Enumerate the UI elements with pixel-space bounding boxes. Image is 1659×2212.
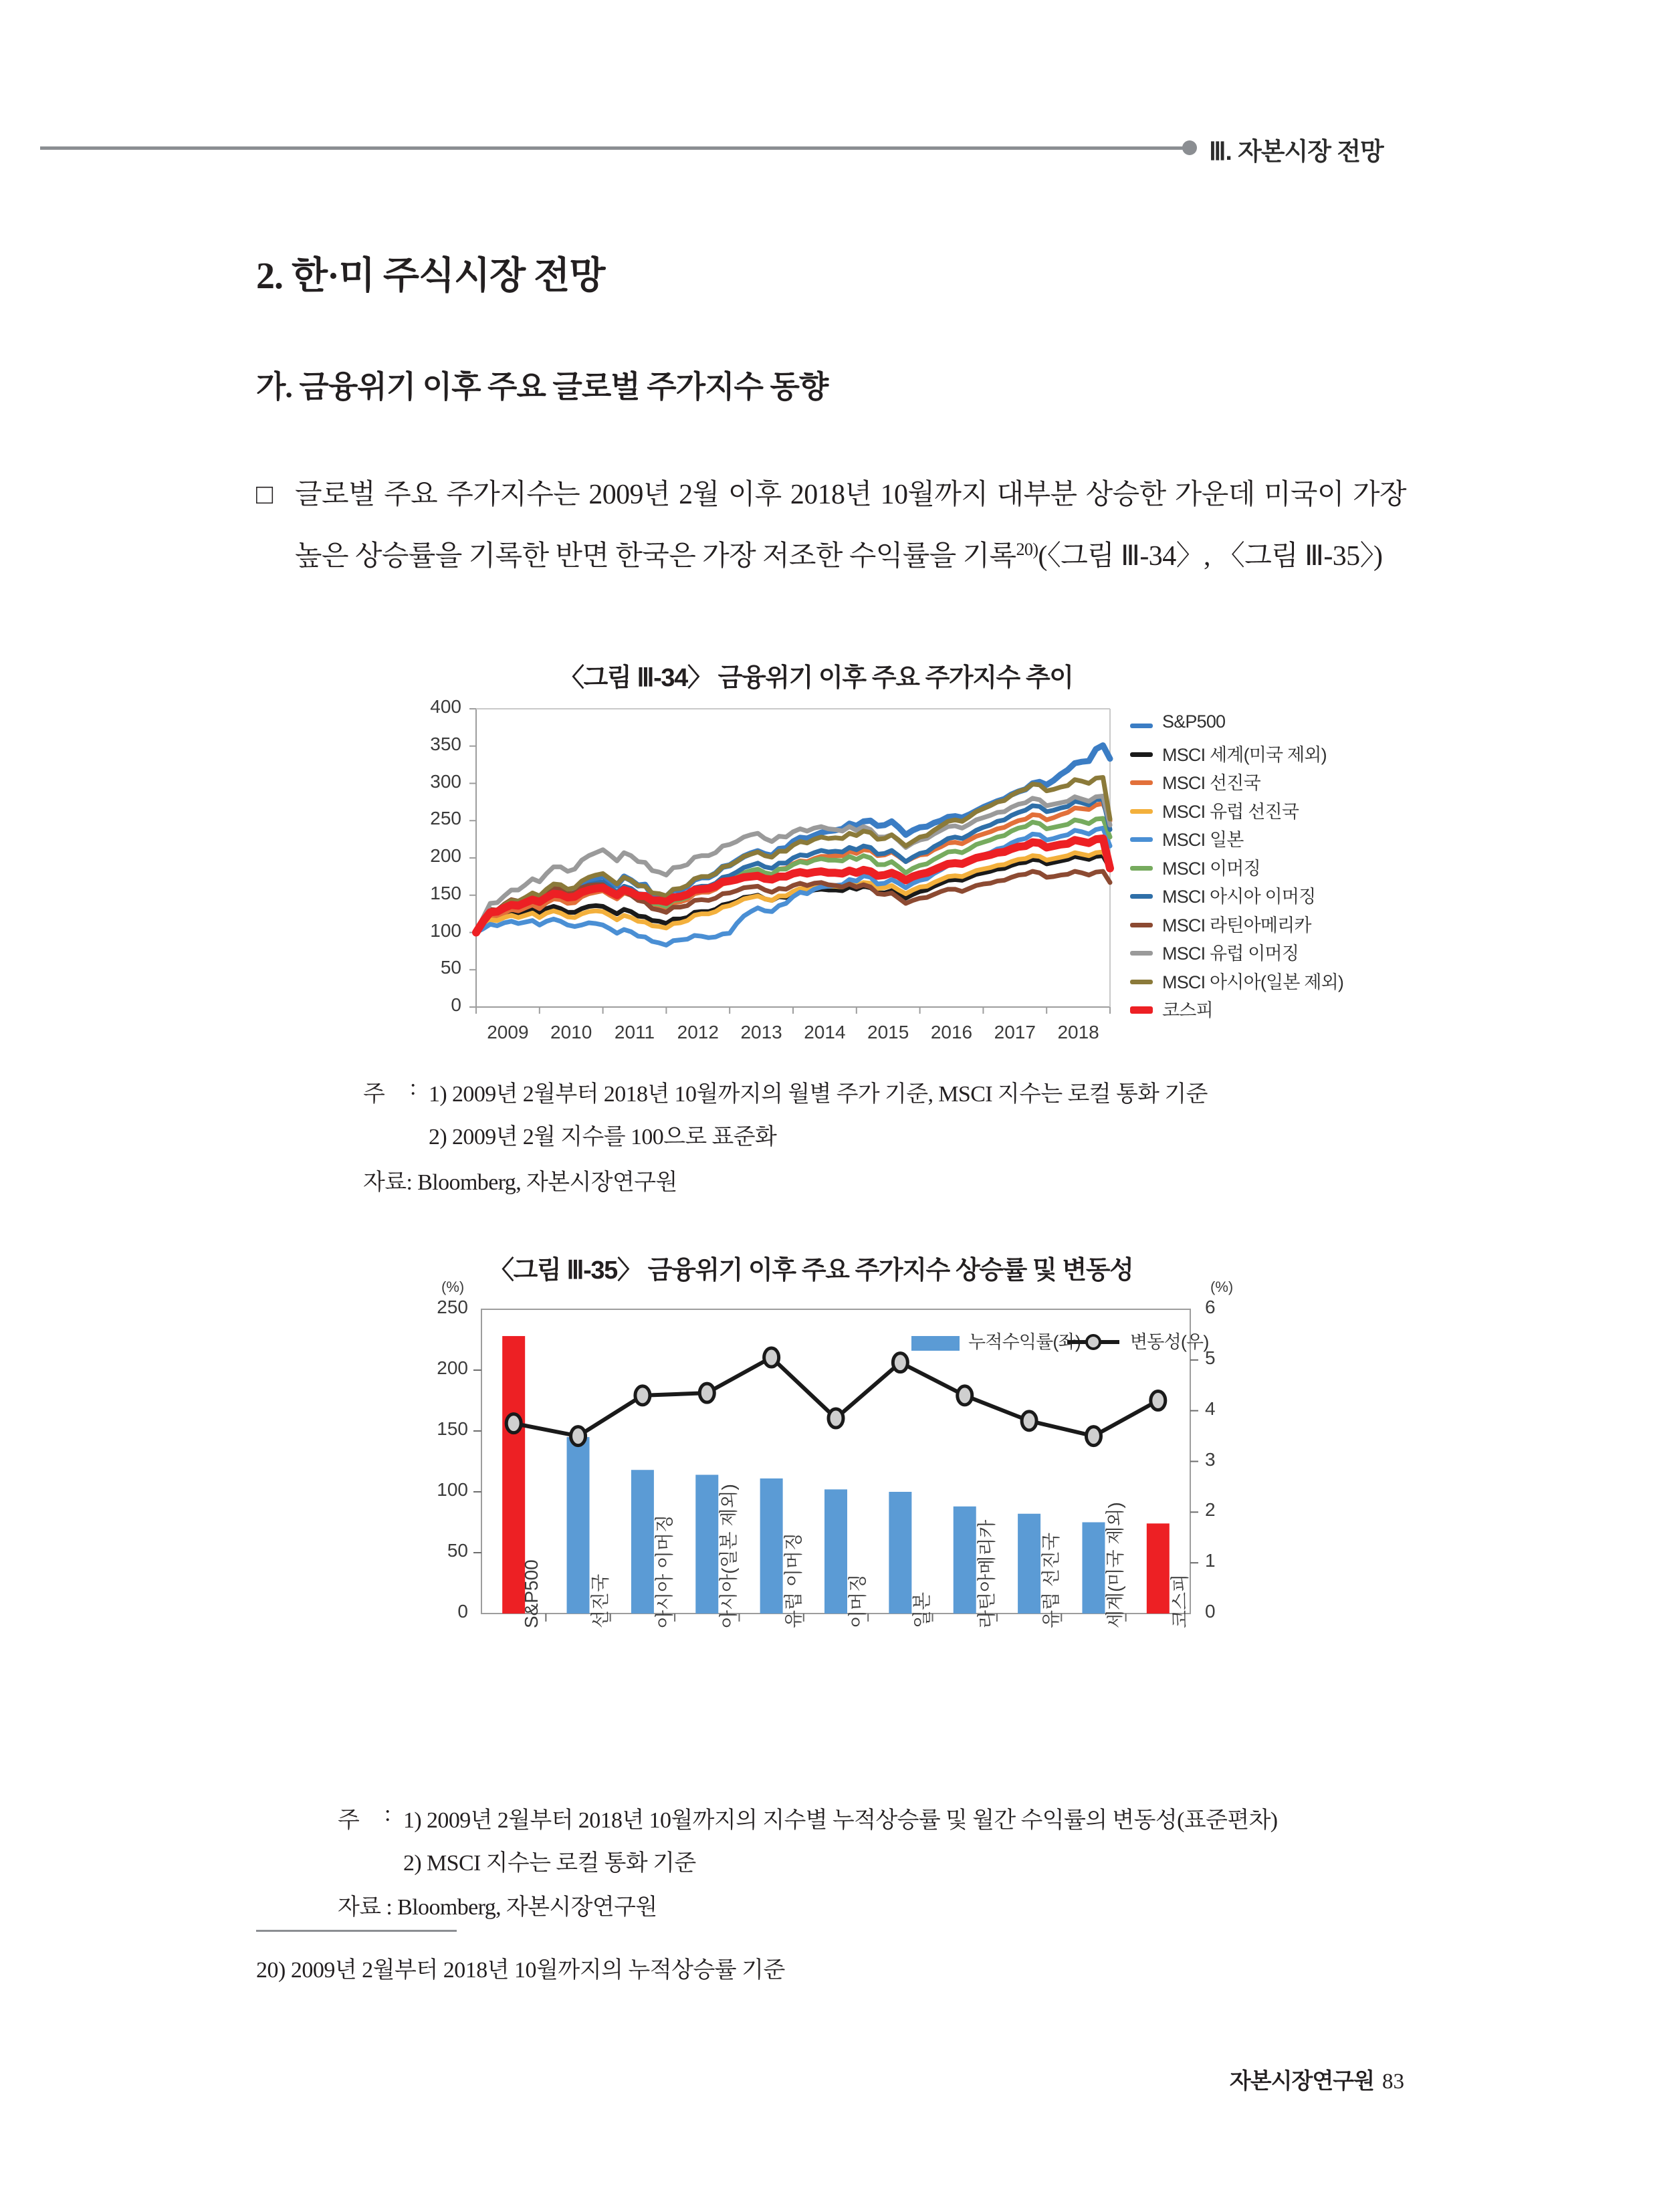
figure-34-legend-item	[1130, 741, 1411, 770]
figure-35-title: 〈그림 Ⅲ-35〉 금융위기 이후 주요 주가지수 상승률 및 변동성	[489, 1256, 1133, 1285]
figure-34-legend-swatch	[1130, 724, 1153, 728]
figure-35-right-unit: (%)	[1210, 1279, 1234, 1295]
figure-34-legend-swatch	[1130, 809, 1153, 814]
figure-34-legend-swatch	[1130, 752, 1153, 757]
figure-35-category-label: S&P500	[521, 1559, 542, 1628]
figure-34-legend-item	[1130, 798, 1411, 826]
figure-34-legend-label: MSCI 아시아 이머징	[1162, 887, 1316, 907]
figure-35-notes-label: 주	[338, 1808, 360, 1833]
figure-35-left-tick: 50	[447, 1540, 468, 1561]
figure-35-category-label: 아시아(일본 제외)	[718, 1484, 740, 1628]
figure-34-y-tick: 50	[440, 957, 461, 978]
figure-34-legend-item	[1130, 769, 1411, 798]
figure-34-x-tick: 2016	[930, 1022, 973, 1042]
figure-35-right-tick: 4	[1205, 1398, 1216, 1419]
figure-34-y-tick: 150	[430, 882, 461, 903]
figure-34-x-tick: 2011	[614, 1022, 655, 1042]
figure-35-legend-line-label: 변동성(우)	[1130, 1332, 1209, 1352]
figure-34-note-2: 2) 2009년 2월 지수를 100으로 표준화	[429, 1125, 777, 1149]
figure-35-right-tick: 0	[1205, 1601, 1216, 1622]
figure-34-legend-label: MSCI 아시아(일본 제외)	[1162, 972, 1344, 992]
body-paragraph	[256, 468, 1406, 584]
figure-34-legend	[1130, 712, 1411, 1025]
figure-35-right-tick: 1	[1205, 1550, 1216, 1571]
running-head-label: Ⅲ. 자본시장 전망	[1209, 138, 1384, 165]
figure-35-right-tick: 3	[1205, 1448, 1216, 1470]
figure-34-x-tick: 2010	[550, 1022, 592, 1042]
footer-page-number: 83	[1382, 2070, 1404, 2094]
figure-34-legend-item	[1130, 826, 1411, 855]
figure-34-legend-item	[1130, 968, 1411, 997]
paragraph-line-1: 글로벌 주요 주가지수는 2009년 2월 이후 2018년 10월까지 대부분 상승한 가운데 미국이 가장 높은 상승률을 기록한 반면 한국은 가장 저조한 수익률을 기록	[295, 479, 1406, 572]
figure-34-notes-colon: :	[410, 1075, 416, 1100]
figure-35-left-tick: 100	[437, 1479, 468, 1500]
paragraph-line-2: (〈그림 Ⅲ-34〉, 〈그림 Ⅲ-35〉)	[1038, 541, 1383, 572]
bullet-icon: □	[256, 479, 273, 510]
figure-35-left-tick: 200	[437, 1357, 468, 1378]
figure-35-notes-colon: :	[384, 1801, 391, 1826]
figure-35-category-label: 유럽 이머징	[782, 1532, 804, 1628]
figure-34-legend-swatch	[1130, 923, 1153, 927]
subsection-heading: 가. 금융위기 이후 주요 글로벌 주가지수 동향	[256, 370, 828, 404]
figure-34-legend-label: MSCI 이머징	[1162, 858, 1260, 879]
figure-34-legend-swatch	[1130, 780, 1153, 785]
figure-34-y-tick: 100	[430, 919, 461, 941]
figure-35-source: 자료 : Bloomberg, 자본시장연구원	[338, 1895, 657, 1920]
figure-34-legend-label: 코스피	[1162, 1000, 1213, 1020]
figure-35-right-tick: 5	[1205, 1347, 1216, 1368]
figure-35-right-tick: 6	[1205, 1297, 1216, 1317]
figure-35-volatility-marker	[958, 1386, 972, 1405]
figure-34-y-tick: 0	[451, 994, 461, 1015]
figure-34-notes-label: 주	[363, 1082, 385, 1107]
figure-35-legend-line-swatch	[1066, 1331, 1121, 1353]
figure-34-legend-item	[1130, 712, 1411, 741]
figure-34-legend-label: MSCI 유럽 선진국	[1162, 801, 1299, 822]
figure-34-legend-label: MSCI 유럽 이머징	[1162, 944, 1299, 964]
figure-35-left-unit: (%)	[441, 1279, 465, 1295]
figure-35-category-label: 코스피	[1169, 1573, 1190, 1628]
figure-35-volatility-marker	[571, 1427, 586, 1446]
figure-34-legend-item	[1130, 911, 1411, 940]
figure-34-legend-swatch	[1130, 837, 1153, 842]
figure-35-category-label: 세계(미국 제외)	[1105, 1502, 1126, 1628]
figure-35-left-tick: 150	[437, 1418, 468, 1439]
figure-34-title: 〈그림 Ⅲ-34〉 금융위기 이후 주요 주가지수 추이	[559, 664, 1073, 692]
figure-34-source: 자료: Bloomberg, 자본시장연구원	[363, 1170, 677, 1195]
figure-34-series-line	[476, 778, 1110, 933]
figure-35-category-label: 유럽 선진국	[1040, 1532, 1062, 1628]
footer-organization: 자본시장연구원	[1229, 2068, 1374, 2093]
figure-34-x-tick: 2018	[1057, 1022, 1099, 1042]
figure-35-right-tick: 2	[1205, 1499, 1216, 1521]
figure-34-x-tick: 2013	[740, 1022, 782, 1042]
figure-34-x-tick: 2015	[867, 1022, 909, 1042]
figure-35-legend-bar-label: 누적수익률(좌)	[968, 1332, 1081, 1352]
figure-34-legend-item	[1130, 996, 1411, 1025]
figure-34-legend-swatch	[1130, 894, 1153, 899]
figure-34-legend-swatch	[1130, 980, 1153, 984]
figure-34-legend-item	[1130, 939, 1411, 968]
running-head-rule	[40, 146, 1186, 150]
figure-34-y-tick: 400	[430, 696, 461, 717]
running-head	[0, 134, 1659, 165]
page-footer	[0, 2064, 1404, 2095]
figure-34-x-tick: 2014	[804, 1022, 846, 1042]
figure-34-legend-label: MSCI 선진국	[1162, 773, 1260, 793]
figure-34-legend-swatch	[1130, 866, 1153, 871]
figure-34-legend-swatch	[1130, 951, 1153, 956]
figure-34-x-tick: 2017	[994, 1022, 1036, 1042]
figure-34-legend-label: S&P500	[1162, 711, 1226, 732]
section-heading: 2. 한·미 주식시장 전망	[256, 255, 605, 297]
figure-35-category-label: 아시아 이머징	[653, 1514, 675, 1628]
figure-35-category-label: 라틴아메리카	[976, 1519, 997, 1628]
figure-35-volatility-marker	[635, 1386, 650, 1405]
figure-35-volatility-marker	[506, 1414, 521, 1433]
figure-34-legend-item	[1130, 855, 1411, 883]
figure-34-x-tick: 2009	[487, 1022, 529, 1042]
figure-35-volatility-marker	[1151, 1392, 1166, 1410]
figure-34-y-tick: 350	[430, 733, 461, 754]
figure-34-x-tick: 2012	[677, 1022, 719, 1042]
figure-35-category-label: 선진국	[589, 1573, 611, 1628]
running-head-dot-icon	[1182, 140, 1197, 155]
figure-34-plot	[415, 701, 1123, 1042]
figure-34-legend-label: MSCI 일본	[1162, 830, 1244, 850]
figure-34-legend-item	[1130, 883, 1411, 911]
figure-35-left-tick: 0	[457, 1601, 468, 1622]
figure-35-volatility-marker	[1022, 1412, 1036, 1430]
figure-35-volatility-marker	[699, 1384, 714, 1402]
figure-35-legend-bar-swatch	[911, 1336, 960, 1351]
figure-34-legend-swatch	[1130, 1006, 1153, 1014]
figure-35-left-tick: 250	[437, 1297, 468, 1317]
figure-35-note-2: 2) MSCI 지수는 로컬 통화 기준	[403, 1851, 696, 1876]
figure-35-volatility-marker	[828, 1409, 843, 1428]
footnote-rule	[256, 1930, 457, 1932]
figure-35-category-label: 일본	[911, 1591, 933, 1628]
figure-34-y-tick: 300	[430, 770, 461, 792]
figure-34-legend-label: MSCI 라틴아메리카	[1162, 915, 1311, 935]
figure-35-category-label: 이머징	[847, 1573, 868, 1628]
footnote-marker: 20)	[1016, 540, 1038, 559]
figure-35-note-1: 1) 2009년 2월부터 2018년 10월까지의 지수별 누적상승률 및 월간 수익률의 변동성(표준편차)	[403, 1808, 1278, 1833]
figure-35-volatility-marker	[893, 1353, 907, 1372]
figure-35-volatility-marker	[1086, 1427, 1101, 1446]
figure-34-legend-label: MSCI 세계(미국 제외)	[1162, 744, 1327, 765]
figure-34-y-tick: 250	[430, 808, 461, 829]
figure-34-note-1: 1) 2009년 2월부터 2018년 10월까지의 월별 주가 기준, MSCI 지수는 로컬 통화 기준	[429, 1082, 1208, 1107]
page-footnote: 20) 2009년 2월부터 2018년 10월까지의 누적상승률 기준	[256, 1958, 785, 1983]
figure-34-y-tick: 200	[430, 845, 461, 866]
figure-35-volatility-marker	[764, 1348, 779, 1367]
